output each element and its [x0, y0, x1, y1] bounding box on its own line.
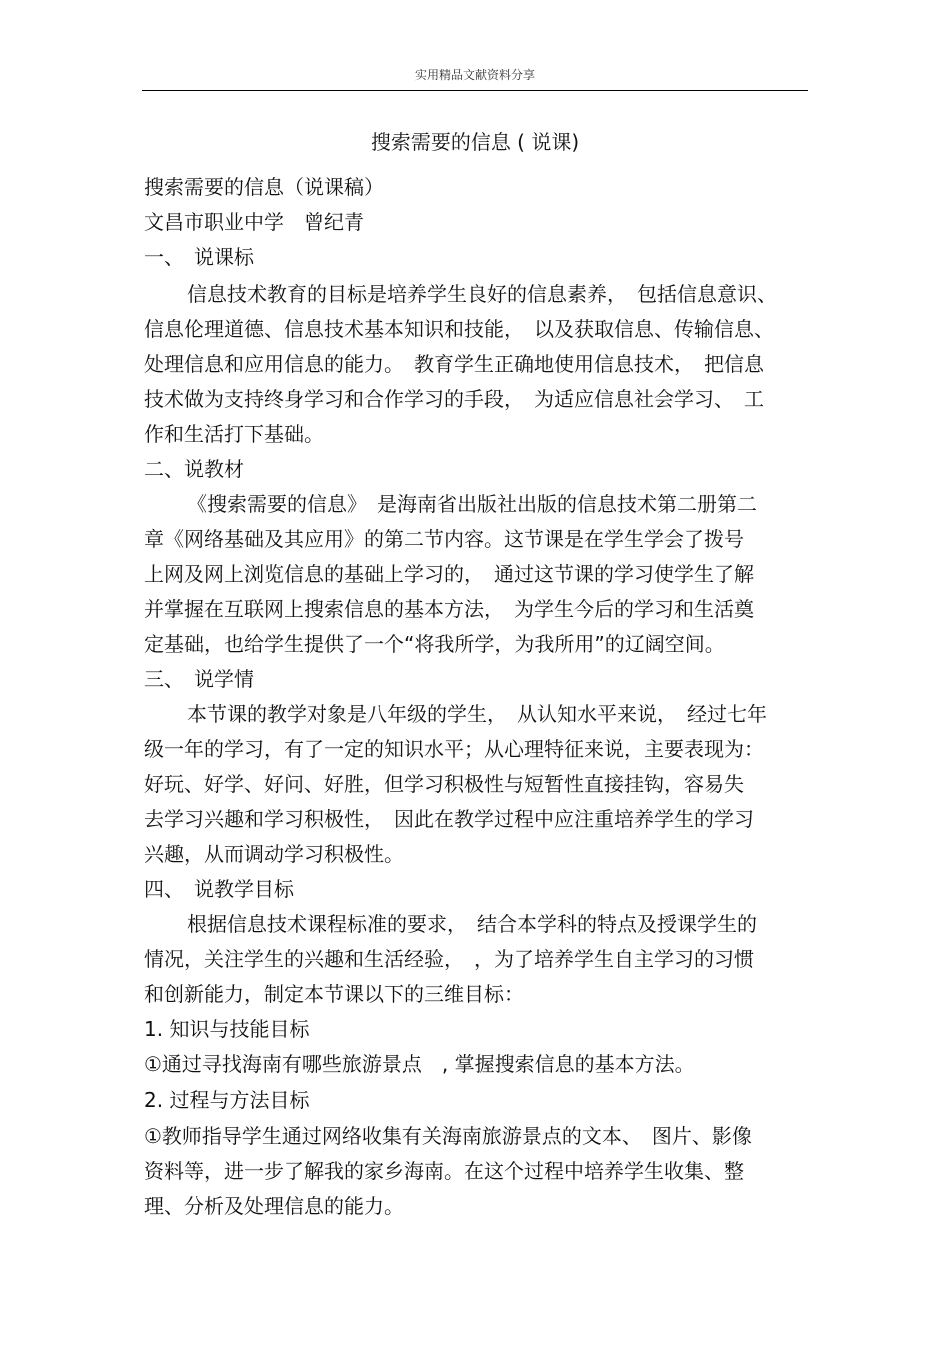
- paragraph-line: 定基础，也给学生提供了一个“将我所学，为我所用”的辽阔空间。: [144, 632, 725, 656]
- paragraph-line: 信息技术教育的目标是培养学生良好的信息素养， 包括信息意识、: [187, 282, 777, 306]
- paragraph-line: 好玩、好学、好问、好胜，但学习积极性与短暂性直接挂钩，容易失: [144, 772, 744, 796]
- list-item: ①通过寻找海南有哪些旅游景点 , 掌握搜索信息的基本方法。: [144, 1052, 695, 1076]
- paragraph-line: 《搜索需要的信息》 是海南省出版社出版的信息技术第二册第二: [187, 492, 757, 516]
- document-title: 搜索需要的信息 ( 说课): [370, 130, 580, 154]
- paragraph-line: 根据信息技术课程标准的要求， 结合本学科的特点及授课学生的: [187, 912, 757, 936]
- section-heading-2: 二、说教材: [144, 457, 244, 481]
- paragraph-line: 资料等，进一步了解我的家乡海南。在这个过程中培养学生收集、整: [144, 1159, 744, 1183]
- section-heading-4: 四、 说教学目标: [144, 877, 294, 901]
- paragraph-line: 理、分析及处理信息的能力。: [144, 1194, 404, 1218]
- section-heading-1: 一、 说课标: [144, 245, 254, 269]
- paragraph-line: 去学习兴趣和学习积极性， 因此在教学过程中应注重培养学生的学习: [144, 807, 754, 831]
- paragraph-line: 处理信息和应用信息的能力。 教育学生正确地使用信息技术， 把信息: [144, 352, 764, 376]
- subheading-knowledge-skills: 1. 知识与技能目标: [144, 1017, 310, 1041]
- paragraph-line: 兴趣，从而调动学习积极性。: [144, 842, 404, 866]
- paragraph-line: 作和生活打下基础。: [144, 422, 324, 446]
- list-item: ①教师指导学生通过网络收集有关海南旅游景点的文本、 图片、影像: [144, 1124, 752, 1148]
- header-divider: [142, 90, 808, 91]
- paragraph-line: 技术做为支持终身学习和合作学习的手段， 为适应信息社会学习、 工: [144, 387, 764, 411]
- page-header: 实用精品文献资料分享: [414, 68, 535, 82]
- paragraph-line: 级一年的学习，有了一定的知识水平；从心理特征来说，主要表现为：: [144, 737, 764, 761]
- author-line: 文昌市职业中学 曾纪青: [144, 210, 364, 234]
- paragraph-line: 信息伦理道德、信息技术基本知识和技能， 以及获取信息、传输信息、: [144, 317, 774, 341]
- paragraph-line: 章《网络基础及其应用》的第二节内容。这节课是在学生学会了拨号: [144, 527, 744, 551]
- paragraph-line: 和创新能力，制定本节课以下的三维目标：: [144, 982, 524, 1006]
- paragraph-line: 情况，关注学生的兴趣和生活经验， ，为了培养学生自主学习的习惯: [144, 947, 754, 971]
- section-heading-3: 三、 说学情: [144, 667, 254, 691]
- paragraph-line: 并掌握在互联网上搜索信息的基本方法， 为学生今后的学习和生活奠: [144, 597, 754, 621]
- paragraph-line: 上网及网上浏览信息的基础上学习的， 通过这节课的学习使学生了解: [144, 562, 754, 586]
- subheading-process-methods: 2. 过程与方法目标: [144, 1088, 310, 1112]
- paragraph-line: 本节课的教学对象是八年级的学生， 从认知水平来说， 经过七年: [187, 702, 767, 726]
- subtitle-line: 搜索需要的信息（说课稿）: [144, 175, 384, 199]
